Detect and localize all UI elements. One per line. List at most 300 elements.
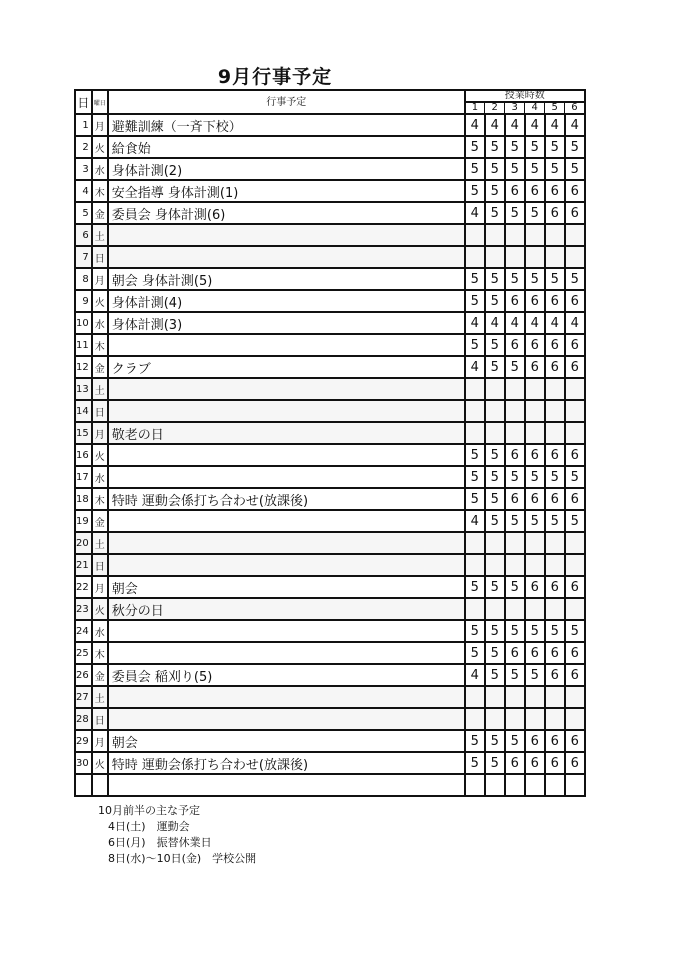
table-row [75, 378, 585, 400]
hours-cell: 4 [465, 202, 485, 224]
hours-cell [545, 708, 565, 730]
hours-cell: 5 [565, 158, 585, 180]
hours-cell [485, 532, 505, 554]
hours-cell [505, 532, 525, 554]
weekday-cell: 木 [92, 334, 108, 356]
hours-cell: 6 [545, 290, 565, 312]
hours-cell [505, 708, 525, 730]
hours-cell: 5 [525, 202, 545, 224]
event-cell: 委員会 稲刈り(5) [108, 664, 465, 686]
hours-cell: 6 [565, 202, 585, 224]
hours-cell: 4 [505, 312, 525, 334]
event-cell: 特時 運動会係打ち合わせ(放課後) [108, 752, 465, 774]
event-cell: 身体計測(3) [108, 312, 465, 334]
hours-cell: 4 [565, 114, 585, 136]
notes-item: 8日(水)～10日(金) 学校公開 [108, 852, 257, 865]
hours-cell: 5 [485, 158, 505, 180]
table-row [75, 136, 585, 158]
weekday-cell: 月 [92, 576, 108, 598]
event-cell [108, 334, 465, 356]
hours-cell: 6 [565, 488, 585, 510]
hours-cell: 5 [545, 510, 565, 532]
day-cell: 4 [75, 180, 92, 202]
notes-item: 4日(土) 運動会 [108, 820, 190, 833]
weekday-cell: 火 [92, 598, 108, 620]
hours-cell [565, 422, 585, 444]
hours-cell [465, 400, 485, 422]
day-cell: 3 [75, 158, 92, 180]
hours-cell [525, 708, 545, 730]
header-event: 行事予定 [108, 90, 465, 114]
day-cell: 20 [75, 532, 92, 554]
hours-cell: 6 [565, 444, 585, 466]
day-cell: 29 [75, 730, 92, 752]
hours-cell: 5 [485, 356, 505, 378]
hours-cell: 5 [465, 180, 485, 202]
hours-cell [545, 686, 565, 708]
hours-cell: 4 [505, 114, 525, 136]
day-cell: 18 [75, 488, 92, 510]
event-cell [108, 642, 465, 664]
event-cell [108, 246, 465, 268]
weekday-cell [92, 774, 108, 796]
hours-cell [525, 246, 545, 268]
day-cell: 6 [75, 224, 92, 246]
hours-cell: 6 [565, 290, 585, 312]
october-notes [98, 803, 256, 867]
hours-cell [505, 400, 525, 422]
hours-cell: 5 [485, 466, 505, 488]
table-row [75, 290, 585, 312]
hours-cell [545, 378, 565, 400]
hours-cell: 5 [525, 136, 545, 158]
header-grade: 2 [485, 102, 505, 114]
hours-cell: 6 [545, 576, 565, 598]
weekday-cell: 月 [92, 268, 108, 290]
event-cell [108, 774, 465, 796]
day-cell: 23 [75, 598, 92, 620]
hours-cell [565, 686, 585, 708]
weekday-cell: 日 [92, 246, 108, 268]
hours-cell [545, 554, 565, 576]
hours-cell [545, 774, 565, 796]
hours-cell [545, 598, 565, 620]
hours-cell: 4 [485, 312, 505, 334]
table-row [75, 664, 585, 686]
hours-cell: 5 [545, 136, 565, 158]
hours-cell: 5 [565, 510, 585, 532]
hours-cell: 6 [545, 730, 565, 752]
hours-cell: 5 [485, 510, 505, 532]
hours-cell: 4 [565, 312, 585, 334]
event-cell [108, 708, 465, 730]
hours-cell: 5 [525, 510, 545, 532]
day-cell: 1 [75, 114, 92, 136]
hours-cell: 5 [505, 268, 525, 290]
hours-cell: 5 [485, 268, 505, 290]
hours-cell: 5 [525, 620, 545, 642]
day-cell: 21 [75, 554, 92, 576]
hours-cell [525, 686, 545, 708]
day-cell: 12 [75, 356, 92, 378]
hours-cell: 5 [465, 730, 485, 752]
event-cell [108, 378, 465, 400]
hours-cell: 5 [505, 356, 525, 378]
hours-cell: 5 [525, 664, 545, 686]
table-row [75, 246, 585, 268]
hours-cell: 6 [545, 664, 565, 686]
event-cell [108, 620, 465, 642]
event-cell: 敬老の日 [108, 422, 465, 444]
hours-cell: 5 [485, 334, 505, 356]
hours-cell [565, 224, 585, 246]
hours-cell: 5 [485, 202, 505, 224]
hours-cell: 6 [525, 576, 545, 598]
notes-item: 6日(月) 振替休業日 [108, 836, 212, 849]
hours-cell: 6 [565, 180, 585, 202]
hours-cell: 4 [485, 114, 505, 136]
day-cell: 10 [75, 312, 92, 334]
day-cell: 27 [75, 686, 92, 708]
hours-cell: 4 [525, 114, 545, 136]
hours-cell [525, 422, 545, 444]
hours-cell: 5 [545, 620, 565, 642]
hours-cell: 5 [505, 202, 525, 224]
hours-cell: 6 [545, 642, 565, 664]
table-row [75, 708, 585, 730]
hours-cell [465, 598, 485, 620]
event-cell [108, 510, 465, 532]
hours-cell [525, 400, 545, 422]
hours-cell: 6 [565, 664, 585, 686]
header-weekday: 曜日 [92, 90, 108, 114]
weekday-cell: 金 [92, 664, 108, 686]
table-row [75, 510, 585, 532]
hours-cell: 5 [525, 268, 545, 290]
hours-cell [545, 224, 565, 246]
hours-cell [465, 686, 485, 708]
hours-cell [545, 400, 565, 422]
day-cell: 7 [75, 246, 92, 268]
hours-cell: 6 [505, 488, 525, 510]
schedule-table [74, 89, 586, 797]
hours-cell: 5 [465, 642, 485, 664]
hours-cell: 5 [505, 664, 525, 686]
hours-cell [545, 532, 565, 554]
hours-cell [505, 378, 525, 400]
hours-cell: 6 [525, 752, 545, 774]
hours-cell: 4 [465, 510, 485, 532]
hours-cell [505, 774, 525, 796]
header-grade: 4 [525, 102, 545, 114]
hours-cell: 5 [545, 466, 565, 488]
hours-cell: 5 [505, 466, 525, 488]
table-row [75, 576, 585, 598]
day-cell: 28 [75, 708, 92, 730]
hours-cell: 6 [525, 444, 545, 466]
hours-cell [565, 598, 585, 620]
table-row [75, 312, 585, 334]
table-row [75, 180, 585, 202]
table-row [75, 334, 585, 356]
day-cell: 11 [75, 334, 92, 356]
weekday-cell: 水 [92, 312, 108, 334]
day-cell: 5 [75, 202, 92, 224]
table-row [75, 444, 585, 466]
event-cell: 給食始 [108, 136, 465, 158]
hours-cell: 5 [505, 576, 525, 598]
hours-cell [525, 774, 545, 796]
hours-cell [465, 532, 485, 554]
hours-cell: 4 [465, 312, 485, 334]
event-cell: 秋分の日 [108, 598, 465, 620]
weekday-cell: 月 [92, 730, 108, 752]
table-row [75, 400, 585, 422]
weekday-cell: 火 [92, 290, 108, 312]
weekday-cell: 金 [92, 356, 108, 378]
hours-cell: 5 [565, 136, 585, 158]
hours-cell: 6 [525, 334, 545, 356]
hours-cell: 5 [525, 466, 545, 488]
hours-cell [505, 422, 525, 444]
header-grade: 1 [465, 102, 485, 114]
hours-cell [525, 224, 545, 246]
hours-cell: 6 [545, 752, 565, 774]
hours-cell: 5 [505, 510, 525, 532]
hours-cell: 4 [545, 114, 565, 136]
hours-cell: 6 [565, 730, 585, 752]
weekday-cell: 火 [92, 136, 108, 158]
day-cell: 19 [75, 510, 92, 532]
event-cell: クラブ [108, 356, 465, 378]
hours-cell: 6 [505, 334, 525, 356]
hours-cell: 6 [525, 488, 545, 510]
hours-cell: 5 [565, 466, 585, 488]
hours-cell: 4 [465, 114, 485, 136]
hours-cell [505, 224, 525, 246]
table-row [75, 224, 585, 246]
hours-cell [545, 422, 565, 444]
hours-cell [465, 708, 485, 730]
hours-cell [525, 554, 545, 576]
weekday-cell: 金 [92, 202, 108, 224]
hours-cell: 5 [525, 158, 545, 180]
hours-cell: 6 [565, 752, 585, 774]
hours-cell: 5 [485, 664, 505, 686]
hours-cell: 5 [465, 444, 485, 466]
hours-cell: 5 [505, 730, 525, 752]
hours-cell: 6 [525, 290, 545, 312]
hours-cell: 6 [505, 180, 525, 202]
header-grade: 3 [505, 102, 525, 114]
hours-cell: 5 [485, 136, 505, 158]
hours-cell [505, 554, 525, 576]
event-cell: 避難訓練（一斉下校） [108, 114, 465, 136]
hours-cell: 5 [485, 620, 505, 642]
hours-cell: 5 [505, 136, 525, 158]
header-row-top [75, 90, 585, 102]
hours-cell [545, 246, 565, 268]
hours-cell [485, 400, 505, 422]
table-row [75, 774, 585, 796]
hours-cell: 4 [465, 664, 485, 686]
day-cell: 16 [75, 444, 92, 466]
hours-cell: 5 [485, 180, 505, 202]
hours-cell [565, 378, 585, 400]
page-title: 9月行事予定 [217, 66, 333, 88]
weekday-cell: 金 [92, 510, 108, 532]
hours-cell: 5 [465, 576, 485, 598]
hours-cell: 5 [465, 488, 485, 510]
weekday-cell: 木 [92, 488, 108, 510]
header-class-hours: 授業時数 [465, 90, 585, 102]
hours-cell [485, 774, 505, 796]
event-cell: 朝会 身体計測(5) [108, 268, 465, 290]
hours-cell: 5 [485, 290, 505, 312]
day-cell: 30 [75, 752, 92, 774]
hours-cell: 5 [485, 752, 505, 774]
weekday-cell: 日 [92, 400, 108, 422]
weekday-cell: 木 [92, 180, 108, 202]
header-grade: 5 [545, 102, 565, 114]
table-row [75, 598, 585, 620]
weekday-cell: 木 [92, 642, 108, 664]
event-cell [108, 224, 465, 246]
hours-cell [525, 598, 545, 620]
hours-cell: 4 [465, 356, 485, 378]
hours-cell [485, 378, 505, 400]
hours-cell: 6 [545, 488, 565, 510]
day-cell: 22 [75, 576, 92, 598]
hours-cell [465, 378, 485, 400]
day-cell: 9 [75, 290, 92, 312]
hours-cell [485, 224, 505, 246]
event-cell: 委員会 身体計測(6) [108, 202, 465, 224]
table-row [75, 730, 585, 752]
weekday-cell: 水 [92, 466, 108, 488]
day-cell: 26 [75, 664, 92, 686]
hours-cell [565, 400, 585, 422]
table-row [75, 202, 585, 224]
day-cell: 25 [75, 642, 92, 664]
hours-cell: 5 [485, 444, 505, 466]
day-cell: 24 [75, 620, 92, 642]
weekday-cell: 月 [92, 422, 108, 444]
hours-cell: 6 [525, 180, 545, 202]
hours-cell [485, 598, 505, 620]
event-cell [108, 444, 465, 466]
table-row [75, 422, 585, 444]
notes-heading: 10月前半の主な予定 [98, 804, 200, 817]
weekday-cell: 土 [92, 686, 108, 708]
event-cell: 朝会 [108, 576, 465, 598]
hours-cell: 5 [485, 488, 505, 510]
hours-cell: 6 [565, 334, 585, 356]
hours-cell: 6 [525, 730, 545, 752]
table-row [75, 114, 585, 136]
hours-cell [525, 378, 545, 400]
hours-cell [465, 224, 485, 246]
hours-cell [485, 686, 505, 708]
table-row [75, 752, 585, 774]
event-cell: 安全指導 身体計測(1) [108, 180, 465, 202]
table-row [75, 532, 585, 554]
hours-cell: 5 [465, 620, 485, 642]
day-cell: 8 [75, 268, 92, 290]
hours-cell: 6 [545, 180, 565, 202]
hours-cell [565, 246, 585, 268]
table-row [75, 554, 585, 576]
event-cell [108, 554, 465, 576]
table-row [75, 158, 585, 180]
table-row [75, 466, 585, 488]
hours-cell: 6 [545, 334, 565, 356]
hours-cell: 4 [525, 312, 545, 334]
hours-cell [505, 246, 525, 268]
table-row [75, 356, 585, 378]
hours-cell: 4 [545, 312, 565, 334]
weekday-cell: 土 [92, 378, 108, 400]
day-cell: 13 [75, 378, 92, 400]
hours-cell [505, 686, 525, 708]
hours-cell: 6 [505, 444, 525, 466]
table-row [75, 620, 585, 642]
weekday-cell: 水 [92, 620, 108, 642]
event-cell: 身体計測(4) [108, 290, 465, 312]
hours-cell: 5 [565, 620, 585, 642]
weekday-cell: 火 [92, 444, 108, 466]
table-row [75, 488, 585, 510]
day-cell: 2 [75, 136, 92, 158]
schedule-body [75, 114, 585, 796]
day-cell [75, 774, 92, 796]
hours-cell: 5 [545, 268, 565, 290]
table-row [75, 268, 585, 290]
header-day: 日 [75, 90, 92, 114]
weekday-cell: 月 [92, 114, 108, 136]
hours-cell [465, 554, 485, 576]
hours-cell [525, 532, 545, 554]
hours-cell: 5 [485, 642, 505, 664]
weekday-cell: 火 [92, 752, 108, 774]
hours-cell: 6 [565, 356, 585, 378]
hours-cell: 5 [465, 752, 485, 774]
hours-cell: 6 [565, 642, 585, 664]
event-cell [108, 400, 465, 422]
hours-cell [485, 554, 505, 576]
hours-cell: 5 [505, 620, 525, 642]
hours-cell [485, 246, 505, 268]
hours-cell: 5 [545, 158, 565, 180]
hours-cell: 6 [525, 642, 545, 664]
hours-cell [565, 532, 585, 554]
hours-cell: 6 [505, 290, 525, 312]
hours-cell: 6 [545, 356, 565, 378]
hours-cell: 5 [465, 268, 485, 290]
table-row [75, 686, 585, 708]
hours-cell [505, 598, 525, 620]
hours-cell: 6 [505, 642, 525, 664]
hours-cell: 6 [525, 356, 545, 378]
event-cell: 身体計測(2) [108, 158, 465, 180]
hours-cell [565, 774, 585, 796]
hours-cell: 5 [465, 158, 485, 180]
hours-cell: 6 [565, 576, 585, 598]
event-cell [108, 686, 465, 708]
hours-cell: 5 [465, 290, 485, 312]
hours-cell [485, 708, 505, 730]
hours-cell: 5 [465, 466, 485, 488]
